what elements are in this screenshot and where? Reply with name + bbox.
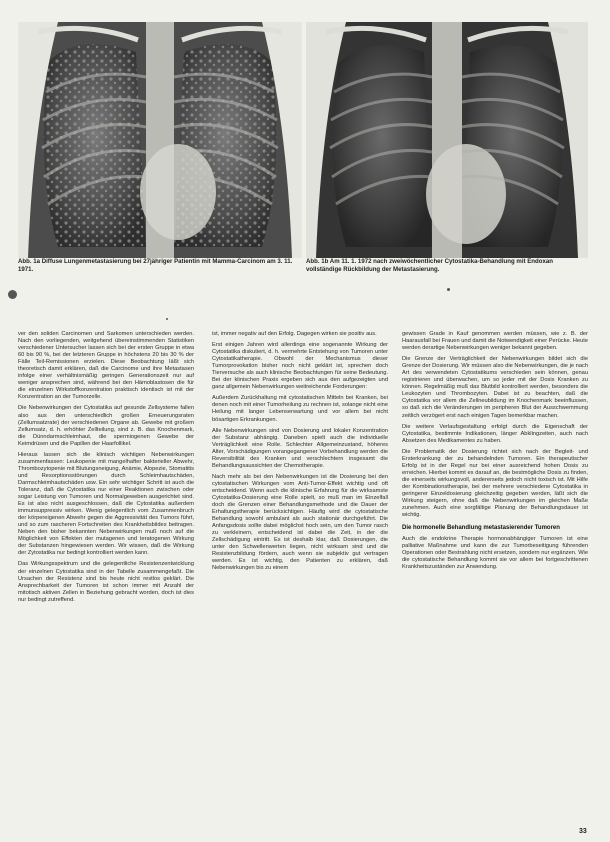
chest-xray-image (306, 22, 588, 258)
figure-1a-xray (18, 22, 302, 258)
paragraph: Auch die endokrine Therapie hormonabhängiger Tumoren ist eine palliative Maßnahme und kann die zur Tumorbeseitigung führenden Operationen oder Bestrahlung nicht ersetzen, sondern nur ergänzen. Wie die cytostatische Behandlung kommt sie vor allem bei fortgeschrittenen Krankheitszuständen zur Anwendung. (402, 535, 588, 570)
chest-xray-image (18, 22, 302, 258)
text-column-1 (18, 331, 194, 831)
paragraph: ist, immer negativ auf den Erfolg. Dagegen wirken sie positiv aus. (212, 331, 377, 337)
section-heading: Die hormonelle Behandlung metastasierender Tumoren (402, 525, 560, 532)
paragraph: ver den soliden Carcinomen und Sarkomen unterschieden werden. Nach den vorliegenden, weitgehend übereinstimmenden Statistiken verschiedener Untersucher lassen sich bei der ersten Gruppe in etwa 60 bis 90 %, bei der letzteren Gruppe in höchstens 20 bis 30 % der Fälle Teil-Remissionen erzielen. Diese Beobachtung läßt sich theoretisch damit erklären, daß die Carcinome und ihre Metastasen infolge einer verhältnismäßig geringen Generationszeit nur auf weniger ansprechen sind, während bei den Hämoblastosen die für die einzelnen Wirkstoffkonzentration praktisch identisch ist mit der Konzentration an der Tumorzelle. (18, 331, 194, 401)
paragraph: Die Problematik der Dosierung richtet sich nach der Begleit- und Ersterkrankung der zu behandelnden Tumoren. Ein therapeutischer Erfolg ist in der Regel nur bei einer ausreichend hohen Dosis zu erreichen. Hierbei kommt es darauf an, die bestmögliche Dosis zu finden, die einerseits wirkungsvoll, andererseits jedoch nicht toxisch ist. Mit Hilfe der Kombinationstherapie, bei der mehrere verschiedene Cytostatika in geringerer Einzeldosierung gleichzeitig gegeben werden, läßt sich die Wirkung steigern, ohne daß die Nebenwirkungen im gleichen Maße zunehmen. Auch eine sorgfältige Planung der Behandlungsdauer ist wichtig. (402, 448, 588, 519)
scan-speck (447, 288, 450, 291)
binder-hole-mark (8, 290, 17, 299)
paragraph: Das Wirkungsspektrum und die gelegentliche Resistenzentwicklung der einzelnen Cytostatika sind in der Tabelle zusammengefaßt. Die Ursachen der Resistenz sind bis heute nicht restlos geklärt. Die Ansprechbarkeit der Tumoren ist schon immer mit Anzahl der mitotisch aktiven Zellen in Beziehung gebracht worden, doch ist dies nur bedingt zutreffend. (18, 561, 194, 603)
figure-1a-caption: Abb. 1a Diffuse Lungenmetastasierung bei 27jähriger Patientin mit Mamma-Carcinom am 3. 11. 1971. (18, 258, 293, 273)
text-column-2 (212, 331, 388, 831)
paragraph: Erst einigen Jahren wird allerdings eine sogenannte Wirkung der Cytostatika diskutiert, d. h. vermehrte Entstehung von Tumoren unter Cytostatikatherapie. Obwohl der Mechanismus dieser Tumorprovokation bisher noch nicht geklärt ist, sprechen doch Tierversuche als auch klinische Beobachtungen für seine Bedeutung. Bei der klinischen Praxis ergeben sich aus den aufgezeigten und ganz allgemein Nebenwirkungen weitreichende Forderungen: (212, 342, 388, 391)
figure-1b-xray (306, 22, 588, 258)
paragraph: Außerdem Zurückhaltung mit cytostatischen Mitteln bei Kranken, bei denen noch mit einer Tumorheilung zu rechnen ist, solange nicht eine Heilung mit langer Lebenserwartung und vor allem bei nicht bösartigen Erkrankungen. (212, 395, 388, 423)
scan-speck (166, 318, 168, 320)
page-number: 33 (579, 828, 587, 835)
paragraph: Die weitere Verlaufsgestaltung erfolgt durch die Eigenschaft der Cytostatika, bestimmte Indikationen, länger Abklingzeiten, auch nach Absetzen des Medikamentes zu haben. (402, 423, 588, 444)
figure-1b-caption: Abb. 1b Am 11. 1. 1972 nach zweiwöchentlicher Cytostatika-Behandlung mit Endoxan vollständige Rückbildung der Metastasierung. (306, 258, 553, 273)
paragraph: gewissen Grade in Kauf genommen werden müssen, wie z. B. der Haarausfall bei Frauen und damit die Notwendigkeit einer Perücke. Heute werden derartige Nebenwirkungen weniger bekannt gegeben. (402, 331, 588, 352)
paragraph: Nach mehr als bei den Nebenwirkungen ist die Dosierung bei den cytostatischen Wirkungen vom Anti-Tumor-Effekt wichtig und oft entscheidend. Wenn auch die klinische Erfahrung für die wirksamste Cytostatika-Dosierung eine Rolle spielt, so muß man im Einzelfall doch die Grenzen einer Behandlungsmethode und die Dauer der Erhaltungstherapie berücksichtigen. Häufig wird die cytostatische Behandlung sowohl ambulant als auch stationär durchgeführt. Die Anfangsdosis sollte dabei möglichst hoch sein, um den Tumor rasch zu verkleinern, entscheidend ist dabei die Zeit, in der die Zellschädigung eintritt. Es ist deshalb klar, daß Dosierungen, die unter den Schwellenwerten liegen, nicht wirksam sind und die Resistenzbildung fördern, auch wenn sie subjektiv gut vertragen werden. Es ist wichtig, den Patienten zu erklären, daß Nebenwirkungen bis zu einem (212, 473, 388, 572)
paragraph: Alle Nebenwirkungen sind von Dosierung und lokaler Konzentration der Substanz abhängig. Daneben spielt auch die individuelle Verträglichkeit eine Rolle. Schlechter Allgemeinzustand, höheres Alter, Vorschädigungen vorangegangener Vorbehandlung werden die Reversibilität des Kranken und verschlechtern insgesamt die Behandlungsaussichten der Chemotherapie. (212, 427, 388, 469)
paragraph: Die Grenze der Verträglichkeit der Nebenwirkungen bildet sich die Grenze der Dosierung. Wir müssen also die Nebenwirkungen, die je nach Art des verwendeten Cytostatikums verschieden sein können, genau registrieren und überwachen, um so jeder mit der Dosis Kranken zu können. Regelmäßig muß das Blutbild kontrolliert werden, besonders die Leukozyten und Thrombozyten. Dabei ist zu beachten, daß die Cytostatika vor allem die Zellneubildung im Knochenmark beeinflussen, so daß sich die Veränderungen im peripheren Blut der Ausschwemmung zeitlich verzögert erst nach einigen Tagen bemerkbar machen. (402, 356, 588, 419)
paragraph: Die Nebenwirkungen der Cytostatika auf gesunde Zellsysteme fallen also aus den unterschiedlich großen Erneuerungsraten (Zellumsatzrate) der verschiedenen Organe ab. Gewebe mit großem Zellumsatz, d. h. erhöhter Zellteilung, sind z. B. das Knochenmark, die Dünndarmschleimhaut, die spermiogenen Gewebe der Keimdrüsen und die Papillen der Haarfollikel. (18, 405, 194, 447)
paragraph: Hieraus lassen sich die klinisch wichtigen Nebenwirkungen zusammenfassen: Leukopenie mit mangelhafter bakterieller Abwehr, Thrombozytopenie mit Blutungsneigung, Anämie, Alopezie, Stomatitis und Resorptionsstörungen durch Schleimhautschäden, Darmschleimhautschäden usw. Ein sehr wichtiger Schritt ist auch die Toleranz, daß die Cytostatika nur einer Reaktionen zwischen oder sogar Leistung von Tumoren und Normalgeweben ausgerichtet sind. Es ist also nicht ausgeschlossen, daß die Cytostatika außerdem immunsuppressiv wirken. Wenig gelegentlich vom Zusammenbruch der körpereigenen Abwehr gegen die Aggressivität des Tumors führt, und so zum rascheren Fortschreiten des Krankheitsbildes beitragen. Neben den bisher bekannten Nebenwirkungen muß noch auf die Möglichkeit von Effekten der mutagenen und teratogenen Wirkung der Substanzen hingewiesen werden. Wir wissen, daß die Wirkung der Zytostatika nur bedingt kontrolliert werden kann. (18, 451, 194, 557)
text-column-3 (402, 331, 588, 831)
